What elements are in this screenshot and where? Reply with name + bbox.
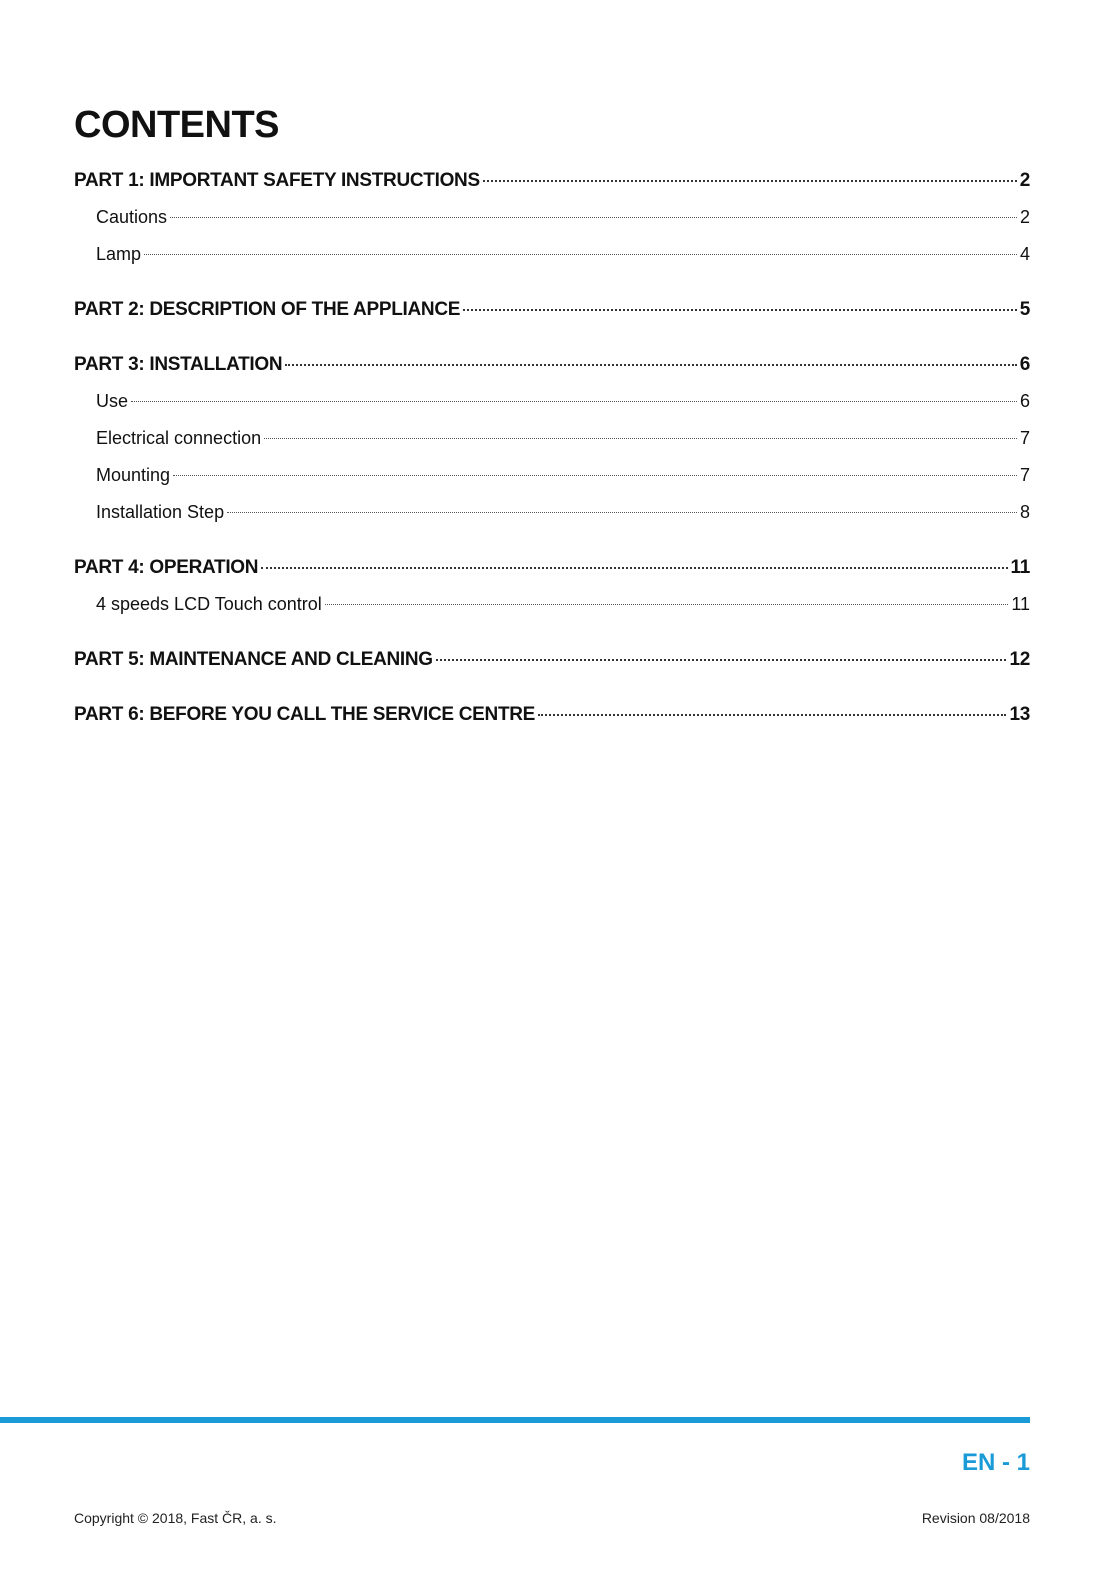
toc-entry-label: PART 1: IMPORTANT SAFETY INSTRUCTIONS (74, 170, 480, 191)
toc-dot-leader (463, 307, 1017, 311)
toc-dot-leader (264, 437, 1017, 439)
page-title: CONTENTS (74, 104, 279, 146)
toc-part-entry[interactable] (74, 162, 1030, 199)
toc-entry-label: PART 5: MAINTENANCE AND CLEANING (74, 649, 433, 670)
toc-dot-leader (131, 400, 1017, 402)
toc-sub-entry[interactable] (74, 199, 1030, 236)
toc-sub-entry[interactable] (74, 494, 1030, 531)
toc-page-number: 8 (1019, 502, 1030, 522)
toc-page-number: 2 (1019, 207, 1030, 227)
table-of-contents (74, 162, 1030, 733)
toc-sub-entry[interactable] (74, 236, 1030, 273)
toc-page-number: 6 (1019, 354, 1030, 375)
toc-entry-label: PART 2: DESCRIPTION OF THE APPLIANCE (74, 299, 461, 320)
toc-part-entry[interactable] (74, 696, 1030, 733)
toc-page-number: 4 (1019, 244, 1030, 264)
toc-dot-leader (538, 712, 1006, 716)
toc-dot-leader (285, 362, 1016, 366)
toc-entry-label: PART 3: INSTALLATION (74, 354, 283, 375)
toc-page-number: 11 (1011, 594, 1030, 614)
toc-dot-leader (227, 511, 1017, 513)
toc-sub-entry[interactable] (74, 457, 1030, 494)
toc-page-number: 13 (1009, 704, 1030, 725)
toc-dot-leader (436, 657, 1007, 661)
copyright-text: Copyright © 2018, Fast ČR, a. s. (74, 1510, 277, 1526)
toc-dot-leader (144, 253, 1017, 255)
toc-entry-label: PART 4: OPERATION (74, 557, 259, 578)
toc-entry-label: Lamp (96, 244, 142, 264)
toc-page-number: 5 (1019, 299, 1030, 320)
toc-page-number: 12 (1009, 649, 1030, 670)
toc-dot-leader (173, 474, 1017, 476)
toc-entry-label: PART 6: BEFORE YOU CALL THE SERVICE CENTRE (74, 704, 536, 725)
toc-sub-entry[interactable] (74, 420, 1030, 457)
toc-part-entry[interactable] (74, 291, 1030, 328)
toc-page-number: 11 (1010, 557, 1030, 578)
toc-page-number: 2 (1019, 170, 1030, 191)
toc-entry-label: Use (96, 391, 129, 411)
toc-sub-entry[interactable] (74, 586, 1030, 623)
toc-entry-label: 4 speeds LCD Touch control (96, 594, 322, 614)
toc-part-entry[interactable] (74, 641, 1030, 678)
page-number-label: EN - 1 (961, 1449, 1030, 1476)
toc-entry-label: Electrical connection (96, 428, 262, 448)
toc-entry-label: Installation Step (96, 502, 225, 522)
toc-page-number: 6 (1019, 391, 1030, 411)
revision-text: Revision 08/2018 (921, 1510, 1030, 1526)
toc-entry-label: Cautions (96, 207, 168, 227)
toc-dot-leader (261, 565, 1007, 569)
toc-dot-leader (325, 603, 1009, 605)
toc-sub-entry[interactable] (74, 383, 1030, 420)
toc-page-number: 7 (1019, 465, 1030, 485)
toc-dot-leader (483, 178, 1017, 182)
toc-entry-label: Mounting (96, 465, 171, 485)
toc-page-number: 7 (1019, 428, 1030, 448)
toc-part-entry[interactable] (74, 346, 1030, 383)
toc-dot-leader (170, 216, 1017, 218)
toc-part-entry[interactable] (74, 549, 1030, 586)
footer-divider (0, 1417, 1030, 1423)
